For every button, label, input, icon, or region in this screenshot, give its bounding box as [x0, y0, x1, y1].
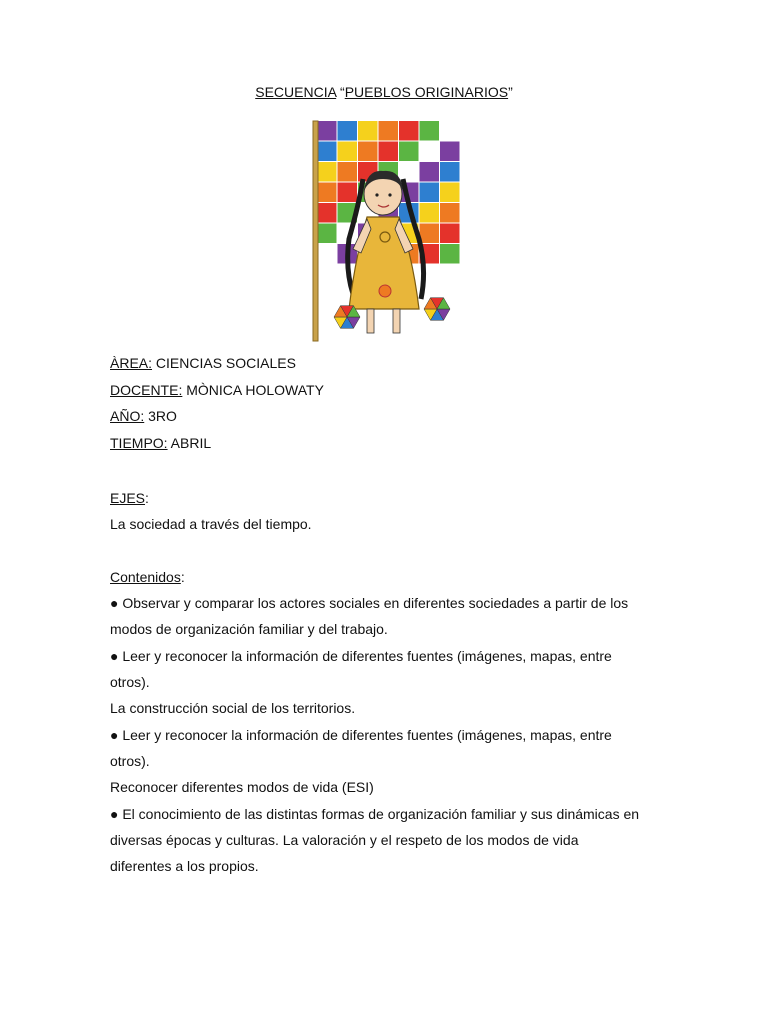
anio-value: 3RO: [144, 408, 177, 424]
content-line: La construcción social de los territorios.: [110, 700, 356, 717]
ejes-heading: [110, 485, 655, 511]
flag-square: [317, 121, 337, 141]
flag-square: [317, 244, 337, 264]
title-open-quote: “: [336, 84, 345, 100]
content-line: diversas épocas y culturas. La valoración y el respeto de los modos de vida: [110, 831, 579, 848]
docente-value: MÒNICA HOLOWATY: [182, 381, 324, 398]
flag-square: [440, 244, 460, 264]
tiempo-label: TIEMPO:: [110, 434, 168, 451]
left-leg: [367, 309, 374, 333]
flag-square: [399, 162, 419, 182]
flag-square: [379, 142, 399, 162]
flag-square: [420, 183, 440, 203]
title-close-quote: ”: [508, 84, 513, 100]
contenidos-heading: [110, 564, 655, 590]
tiempo-line: [110, 433, 324, 460]
ejes-colon: :: [145, 490, 149, 506]
ejes-text: La sociedad a través del tiempo.: [110, 516, 312, 533]
flag-square: [358, 142, 378, 162]
flag-square: [338, 121, 358, 141]
title-prefix: SECUENCIA: [255, 84, 337, 100]
flag-square: [420, 142, 440, 162]
right-eye: [388, 193, 391, 196]
content-line: ● Observar y comparar los actores sociales en diferentes sociedades a partir de los: [110, 595, 629, 612]
flag-square: [440, 203, 460, 223]
flag-square: [440, 162, 460, 182]
flag-square: [420, 224, 440, 244]
flag-square: [440, 121, 460, 141]
sun-emblem: [379, 285, 391, 297]
content-line: otros).: [110, 752, 150, 769]
flag-square: [338, 162, 358, 182]
flag-square: [440, 142, 460, 162]
right-leg: [393, 309, 400, 333]
document-title: [0, 84, 768, 100]
docente-label: DOCENTE:: [110, 381, 183, 398]
flag-square: [420, 121, 440, 141]
flag-square: [317, 142, 337, 162]
content-line: ● El conocimiento de las distintas formas de organización familiar y sus dinámicas en: [110, 805, 640, 822]
left-eye: [375, 193, 378, 196]
content-line: diferentes a los propios.: [110, 858, 259, 875]
course-info: [110, 353, 324, 459]
right-pinwheel: [424, 298, 450, 321]
content-line: Reconocer diferentes modos de vida (ESI): [110, 779, 374, 796]
wiphala-flag-girl-illustration: [309, 119, 461, 343]
tiempo-value: ABRIL: [167, 434, 212, 451]
area-line: [110, 353, 324, 380]
flag-square: [399, 142, 419, 162]
spacer: [110, 538, 655, 564]
title-name: PUEBLOS ORIGINARIOS: [344, 84, 509, 100]
anio-label: AÑO:: [110, 408, 145, 424]
flag-square: [317, 162, 337, 182]
flag-square: [399, 121, 419, 141]
content-line: otros).: [110, 674, 150, 691]
contenidos-colon: :: [180, 568, 185, 585]
contenidos-heading-text: Contenidos: [110, 568, 181, 585]
flag-square: [317, 224, 337, 244]
content-line: ● Leer y reconocer la información de diferentes fuentes (imágenes, mapas, entre: [110, 647, 612, 664]
flag-square: [420, 203, 440, 223]
content-line: modos de organización familiar y del trabajo.: [110, 621, 388, 638]
flag-square: [420, 162, 440, 182]
flag-square: [358, 121, 378, 141]
illustration-svg: [309, 119, 461, 343]
area-label: ÀREA:: [110, 355, 153, 371]
flag-square: [317, 203, 337, 223]
anio-line: [110, 406, 324, 433]
ejes-heading-text: EJES: [110, 490, 146, 506]
flag-square: [317, 183, 337, 203]
document-body: [110, 485, 655, 879]
flag-square: [440, 224, 460, 244]
flag-pole: [313, 121, 318, 341]
flag-square: [379, 121, 399, 141]
content-line: ● Leer y reconocer la información de diferentes fuentes (imágenes, mapas, entre: [110, 726, 612, 743]
docente-line: [110, 380, 324, 407]
flag-square: [440, 183, 460, 203]
flag-square: [338, 142, 358, 162]
area-value: CIENCIAS SOCIALES: [152, 355, 296, 371]
flag-square: [338, 183, 358, 203]
